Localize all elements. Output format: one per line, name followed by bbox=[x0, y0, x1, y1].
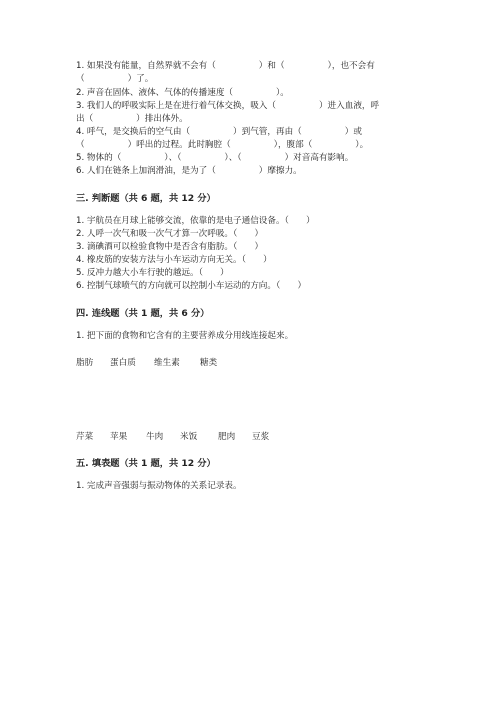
fill-blank-line: 5. 物体的（ ）、（ ）、（ ）对音高有影响。 bbox=[76, 153, 354, 163]
food-label: 芹菜 bbox=[76, 432, 94, 442]
nutrient-label: 脂肪 bbox=[76, 358, 94, 368]
fill-blank-line: 出（ ）排出体外。 bbox=[76, 114, 188, 124]
matching-section-title: 四. 连线题（共 1 题，共 6 分） bbox=[76, 308, 210, 319]
judge-item: 2. 人呼一次气和吸一次气才算一次呼吸。（ ） bbox=[76, 229, 264, 239]
fill-blank-line: （ ）呼出的过程。此时胸腔（ ），腹部（ ）。 bbox=[76, 140, 369, 150]
food-label: 米饭 bbox=[180, 432, 198, 442]
nutrient-label: 糖类 bbox=[200, 358, 218, 368]
judge-item: 1. 宇航员在月球上能够交流，依靠的是电子通信设备。（ ） bbox=[76, 216, 315, 226]
food-label: 牛肉 bbox=[146, 432, 164, 442]
table-section-title: 五. 填表题（共 1 题，共 12 分） bbox=[76, 458, 216, 469]
nutrient-label: 蛋白质 bbox=[110, 358, 136, 368]
fill-blank-line: 2. 声音在固体、液体、气体的传播速度（ ）。 bbox=[76, 88, 289, 98]
fill-blank-line: 6. 人们在链条上加润滑油，是为了（ ）摩擦力。 bbox=[76, 166, 302, 176]
fill-blank-line: 3. 我们人的呼吸实际上是在进行着气体交换，吸入（ ）进入血液，呼 bbox=[76, 101, 380, 111]
food-label: 肥肉 bbox=[218, 432, 236, 442]
judge-section-title: 三. 判断题（共 6 题，共 12 分） bbox=[76, 193, 216, 204]
judge-item: 3. 滴碘酒可以检验食物中是否含有脂肪。（ ） bbox=[76, 242, 264, 252]
fill-blank-line: 1. 如果没有能量，自然界就不会有（ ）和（ ），也不会有 bbox=[76, 61, 375, 71]
food-label: 豆浆 bbox=[252, 432, 270, 442]
judge-item: 4. 橡皮筋的安装方法与小车运动方向无关。（ ） bbox=[76, 255, 272, 265]
fill-blank-line: （ ）了。 bbox=[76, 74, 154, 84]
fill-blank-line: 4. 呼气，是交换后的空气由（ ）到气管，再由（ ）或 bbox=[76, 127, 362, 137]
matching-prompt: 1. 把下面的食物和它含有的主要营养成分用线连接起来。 bbox=[76, 331, 294, 341]
judge-item: 6. 控制气球喷气的方向就可以控制小车运动的方向。（ ） bbox=[76, 281, 307, 291]
table-prompt: 1. 完成声音强弱与振动物体的关系记录表。 bbox=[76, 481, 242, 491]
food-label: 苹果 bbox=[110, 432, 128, 442]
nutrient-label: 维生素 bbox=[154, 358, 180, 368]
judge-item: 5. 反冲力越大小车行驶的越远。（ ） bbox=[76, 268, 229, 278]
